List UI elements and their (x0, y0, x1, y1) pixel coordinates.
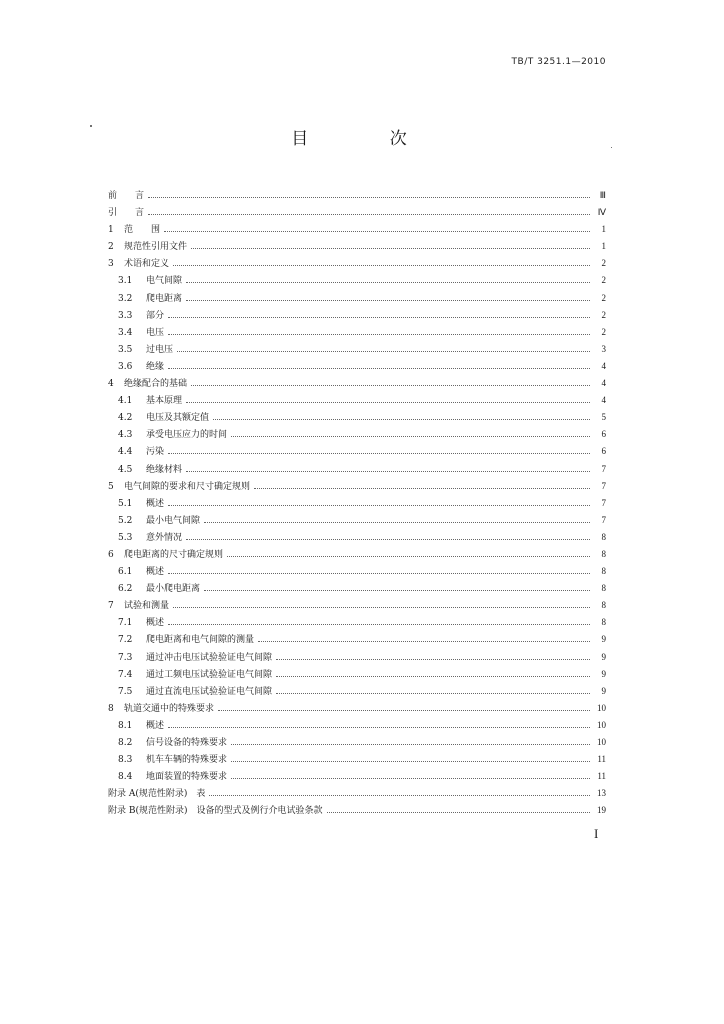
toc-entry-page: 4 (601, 395, 606, 406)
toc-dot-leader (276, 658, 590, 660)
toc-entry[interactable] (108, 666, 606, 683)
toc-dot-leader (173, 606, 590, 608)
toc-entry-label: 爬电距离的尺寸确定规则 (124, 549, 224, 560)
toc-entry[interactable] (108, 290, 606, 307)
toc-entry-page: 8 (601, 617, 606, 628)
page-title: 目 次 (291, 129, 445, 149)
toc-entry-number: 8.2 (118, 738, 133, 748)
toc-entry-label: 通过工频电压试验验证电气间隙 (146, 669, 273, 680)
toc-entry-number: 5.1 (118, 498, 133, 509)
toc-entry-page: 8 (601, 531, 606, 542)
toc-entry-label: 电压及其额定值 (146, 413, 210, 424)
toc-entry-page: 7 (601, 463, 606, 474)
toc-dot-leader (168, 452, 590, 454)
toc-entry-label: 信号设备的特殊要求 (146, 738, 228, 748)
toc-dot-leader (191, 247, 590, 249)
toc-dot-leader (186, 401, 590, 403)
toc-entry[interactable] (108, 631, 606, 648)
toc-entry-label: 范 围 (124, 225, 161, 236)
toc-entry-label: 绝缘材料 (146, 464, 183, 475)
toc-dot-leader (191, 384, 590, 386)
toc-entry[interactable] (108, 751, 606, 768)
toc-entry-number: 7.1 (118, 618, 133, 629)
toc-entry-number: 8.4 (118, 772, 133, 783)
toc-entry[interactable] (108, 802, 606, 819)
toc-entry[interactable] (108, 272, 606, 289)
toc-entry[interactable] (108, 238, 606, 255)
toc-entry-page: 2 (601, 326, 606, 337)
toc-dot-leader (168, 623, 590, 625)
toc-dot-leader (186, 299, 590, 301)
toc-entry-number: 7.5 (118, 686, 133, 697)
toc-entry-page: 9 (601, 651, 606, 662)
toc-entry[interactable] (108, 392, 606, 409)
toc-entry-number: 7.4 (118, 669, 133, 680)
toc-entry-page: 6 (601, 429, 606, 440)
toc-entry-page: 2 (601, 292, 606, 303)
toc-entry-label: 爬电距离和电气间隙的测量 (146, 635, 255, 646)
toc-entry-number: 3.1 (118, 276, 133, 287)
toc-dot-leader (168, 333, 590, 335)
toc-entry-page: 6 (601, 446, 606, 457)
toc-entry[interactable] (108, 204, 606, 221)
toc-entry-number: 4 (108, 379, 114, 390)
toc-entry-label: 最小爬电距离 (146, 584, 201, 595)
toc-entry[interactable] (108, 717, 606, 734)
toc-entry[interactable] (108, 358, 606, 375)
toc-dot-leader (231, 760, 590, 762)
toc-entry-label: 过电压 (146, 344, 174, 355)
toc-entry-number: 1 (108, 225, 114, 236)
toc-entry-label: 绝缘 (146, 361, 165, 372)
toc-entry-page: 8 (601, 583, 606, 594)
toc-entry-number: 4.5 (118, 464, 133, 475)
toc-dot-leader (168, 726, 590, 728)
toc-entry-page: 2 (601, 258, 606, 269)
toc-dot-leader (213, 418, 590, 420)
toc-entry[interactable] (108, 683, 606, 700)
toc-entry-number: 8.1 (118, 720, 133, 731)
toc-entry-label: 轨道交通中的特殊要求 (124, 703, 215, 714)
toc-dot-leader (254, 487, 590, 489)
toc-entry-number: 8 (108, 703, 114, 714)
toc-entry-page: 4 (601, 360, 606, 371)
toc-entry-page: 1 (601, 224, 606, 235)
toc-entry-page: 7 (601, 480, 606, 491)
toc-entry-label: 爬电距离 (146, 293, 183, 304)
toc-entry-page: 10 (597, 719, 606, 730)
toc-entry-page: 10 (597, 702, 606, 713)
toc-dot-leader (209, 794, 590, 796)
toc-dot-leader (186, 281, 590, 283)
toc-dot-leader (168, 367, 590, 369)
toc-entry-label: 概述 (146, 618, 165, 629)
toc-entry-number: 3.2 (118, 293, 133, 304)
toc-entry-number: 4.4 (118, 447, 133, 458)
toc-entry[interactable] (108, 580, 606, 597)
toc-entry-number: 5.2 (118, 515, 133, 526)
toc-entry[interactable] (108, 426, 606, 443)
toc-entry-page: Ⅳ (597, 207, 606, 218)
toc-dot-leader (204, 589, 590, 591)
toc-entry-page: 9 (601, 685, 606, 696)
toc-entry-number: 6.1 (118, 567, 133, 578)
toc-entry-label: 附录 B(规范性附录) 设备的型式及例行介电试验条款 (108, 806, 323, 817)
table-of-contents (108, 187, 606, 819)
toc-entry-page: 2 (601, 275, 606, 286)
toc-entry-page: Ⅲ (599, 190, 606, 200)
toc-entry-label: 电气间隙 (146, 276, 183, 287)
toc-dot-leader (276, 675, 590, 677)
toc-dot-leader (168, 316, 590, 318)
toc-entry[interactable] (108, 221, 606, 238)
toc-entry[interactable] (108, 478, 606, 495)
toc-entry-label: 规范性引用文件 (124, 242, 188, 253)
toc-entry-number: 3.6 (118, 361, 133, 372)
toc-dot-leader (148, 196, 590, 198)
toc-entry-label: 最小电气间隙 (146, 515, 201, 526)
toc-dot-leader (204, 521, 590, 523)
toc-entry-label: 概述 (146, 720, 165, 731)
toc-entry-label: 通过冲击电压试验验证电气间隙 (146, 652, 273, 663)
toc-dot-leader (148, 213, 590, 215)
toc-entry-label: 地面装置的特殊要求 (146, 772, 228, 783)
toc-entry-label: 污染 (146, 447, 165, 458)
toc-entry-page: 8 (601, 566, 606, 577)
toc-entry[interactable] (108, 461, 606, 478)
toc-dot-leader (231, 743, 590, 745)
toc-entry-page: 13 (597, 788, 606, 799)
toc-dot-leader (327, 811, 591, 813)
toc-entry-page: 3 (601, 343, 606, 354)
toc-entry-number: 7.3 (118, 652, 133, 663)
toc-entry[interactable] (108, 443, 606, 460)
toc-entry[interactable] (108, 785, 606, 802)
toc-entry-label: 前 言 (108, 191, 145, 201)
toc-entry[interactable] (108, 529, 606, 546)
toc-dot-leader (276, 692, 590, 694)
toc-entry-label: 附录 A(规范性附录) 表 (108, 789, 206, 800)
toc-entry-label: 概述 (146, 498, 165, 509)
toc-entry-label: 承受电压应力的时间 (146, 430, 228, 441)
toc-entry-page: 2 (601, 309, 606, 320)
toc-entry[interactable] (108, 324, 606, 341)
toc-entry-label: 引 言 (108, 208, 145, 219)
toc-dot-leader (227, 555, 590, 557)
toc-entry-label: 部分 (146, 310, 165, 321)
toc-entry[interactable] (108, 546, 606, 563)
toc-entry[interactable] (108, 255, 606, 272)
toc-entry[interactable] (108, 375, 606, 392)
toc-entry[interactable] (108, 187, 606, 204)
toc-entry-label: 试验和测量 (124, 601, 170, 612)
toc-dot-leader (168, 504, 590, 506)
toc-entry-page: 8 (601, 600, 606, 611)
toc-entry-page: 4 (601, 378, 606, 389)
toc-entry-page: 7 (601, 514, 606, 525)
toc-entry-label: 电压 (146, 327, 165, 338)
toc-entry-label: 基本原理 (146, 396, 183, 407)
toc-dot-leader (177, 350, 590, 352)
toc-entry[interactable] (108, 614, 606, 631)
toc-entry-number: 3 (108, 259, 114, 270)
toc-entry-number: 6.2 (118, 584, 133, 595)
toc-dot-leader (186, 538, 590, 540)
toc-entry-label: 通过直流电压试验验证电气间隙 (146, 686, 273, 697)
toc-entry-number: 4.1 (118, 396, 133, 407)
toc-entry-page: 19 (597, 805, 606, 816)
toc-entry-page: 11 (597, 771, 606, 782)
toc-dot-leader (186, 470, 590, 472)
toc-entry-page: 1 (601, 241, 606, 252)
toc-dot-leader (164, 230, 590, 232)
toc-entry-number: 5 (108, 481, 114, 492)
toc-entry-label: 术语和定义 (124, 259, 170, 270)
toc-entry-label: 绝缘配合的基础 (124, 379, 188, 390)
toc-dot-leader (173, 264, 590, 266)
toc-dot-leader (231, 777, 590, 779)
toc-entry-number: 5.3 (118, 532, 133, 543)
toc-entry-label: 电气间隙的要求和尺寸确定规则 (124, 481, 251, 492)
toc-entry-number: 8.3 (118, 755, 133, 766)
toc-entry-page: 5 (601, 412, 606, 423)
toc-dot-leader (231, 435, 590, 437)
toc-entry-page: 7 (601, 497, 606, 508)
toc-entry[interactable] (108, 409, 606, 426)
toc-entry-label: 意外情况 (146, 532, 183, 543)
toc-entry-number: 4.2 (118, 413, 133, 424)
toc-entry-number: 3.3 (118, 310, 133, 321)
toc-entry-page: 11 (597, 754, 606, 765)
toc-entry-number: 7.2 (118, 635, 133, 646)
toc-entry-label: 概述 (146, 567, 165, 578)
toc-entry[interactable] (108, 512, 606, 529)
toc-dot-leader (218, 709, 590, 711)
toc-entry-page: 10 (597, 737, 606, 747)
toc-entry-label: 机车车辆的特殊要求 (146, 755, 228, 766)
toc-entry-number: 6 (108, 549, 114, 560)
toc-entry[interactable] (108, 597, 606, 614)
toc-entry-number: 4.3 (118, 430, 133, 441)
page-number: I (594, 826, 599, 841)
toc-entry[interactable] (108, 734, 606, 751)
toc-entry-page: 9 (601, 668, 606, 679)
toc-entry[interactable] (108, 341, 606, 358)
toc-entry-number: 2 (108, 242, 114, 253)
toc-entry-number: 3.4 (118, 327, 133, 338)
toc-entry[interactable] (108, 495, 606, 512)
toc-entry[interactable] (108, 563, 606, 580)
toc-dot-leader (168, 572, 590, 574)
toc-entry-page: 9 (601, 634, 606, 645)
toc-entry[interactable] (108, 649, 606, 666)
standard-code: TB/T 3251.1—2010 (511, 57, 606, 67)
toc-entry-number: 7 (108, 601, 114, 612)
toc-entry[interactable] (108, 768, 606, 785)
toc-entry[interactable] (108, 307, 606, 324)
toc-entry-page: 8 (601, 548, 606, 559)
toc-entry-number: 3.5 (118, 344, 133, 355)
toc-dot-leader (258, 640, 590, 642)
toc-entry[interactable] (108, 700, 606, 717)
